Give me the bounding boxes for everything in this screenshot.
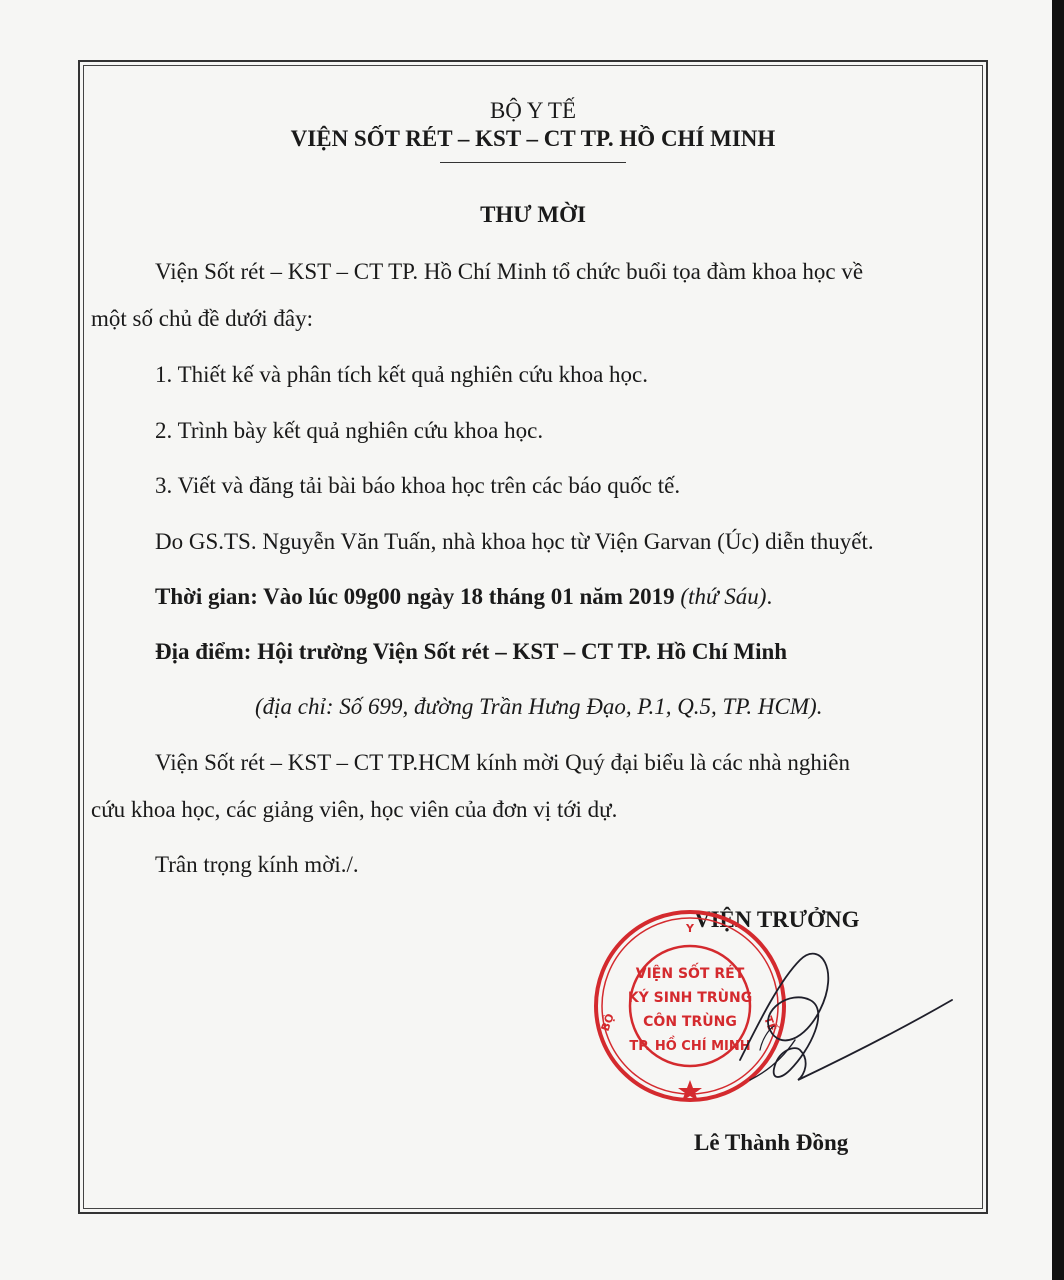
page-edge-shadow (1052, 0, 1064, 1280)
stamp-line-4: TP. HỒ CHÍ MINH (629, 1039, 751, 1054)
signer-position: VIỆN TRƯỞNG (694, 907, 860, 932)
time-end: . (766, 584, 773, 609)
stamp-line-1: VIỆN SỐT RÉT (635, 966, 745, 982)
location-address: (địa chỉ: Số 699, đường Trần Hưng Đạo, P.1, Q.5, TP. HCM). (255, 694, 823, 719)
stamp-line-2: KÝ SINH TRÙNG (627, 990, 753, 1006)
topic-item-2: 2. Trình bày kết quả nghiên cứu khoa học. (155, 418, 544, 443)
time-line (155, 582, 772, 612)
header-divider (440, 162, 626, 163)
invitation-line-1: Viện Sốt rét – KST – CT TP.HCM kính mời Quý đại biểu là các nhà nghiên (155, 750, 850, 775)
svg-text:BỘ: BỘ (598, 1011, 617, 1034)
ministry-name: BỘ Y TẾ (489, 98, 577, 123)
time-day: (thứ Sáu) (680, 584, 767, 609)
stamp-line-3: CÔN TRÙNG (643, 1014, 737, 1030)
intro-line-1: Viện Sốt rét – KST – CT TP. Hồ Chí Minh tổ chức buổi tọa đàm khoa học về (155, 259, 864, 284)
handwritten-signature (700, 930, 960, 1100)
topic-item-3: 3. Viết và đăng tải bài báo khoa học trên các báo quốc tế. (155, 473, 681, 498)
intro-line-2: một số chủ đề dưới đây: (91, 306, 314, 331)
speaker-line: Do GS.TS. Nguyễn Văn Tuấn, nhà khoa học từ Viện Garvan (Úc) diễn thuyết. (155, 529, 874, 554)
topic-item-1: 1. Thiết kế và phân tích kết quả nghiên cứu khoa học. (155, 362, 648, 387)
letter-title: THƯ MỜI (480, 202, 586, 227)
invitation-line-2: cứu khoa học, các giảng viên, học viên của đơn vị tới dự. (91, 797, 618, 822)
svg-text:Y: Y (686, 922, 694, 935)
closing-line: Trân trọng kính mời./. (155, 852, 359, 877)
location-label: Địa điểm: Hội trường Viện Sốt rét – KST – CT TP. Hồ Chí Minh (155, 639, 788, 664)
signer-name: Lê Thành Đồng (694, 1130, 849, 1155)
svg-text:TẾ: TẾ (761, 1014, 779, 1034)
time-label: Thời gian: Vào lúc 09g00 ngày 18 tháng 01 năm 2019 (155, 584, 675, 609)
institute-name: VIỆN SỐT RÉT – KST – CT TP. HỒ CHÍ MINH (290, 126, 776, 151)
